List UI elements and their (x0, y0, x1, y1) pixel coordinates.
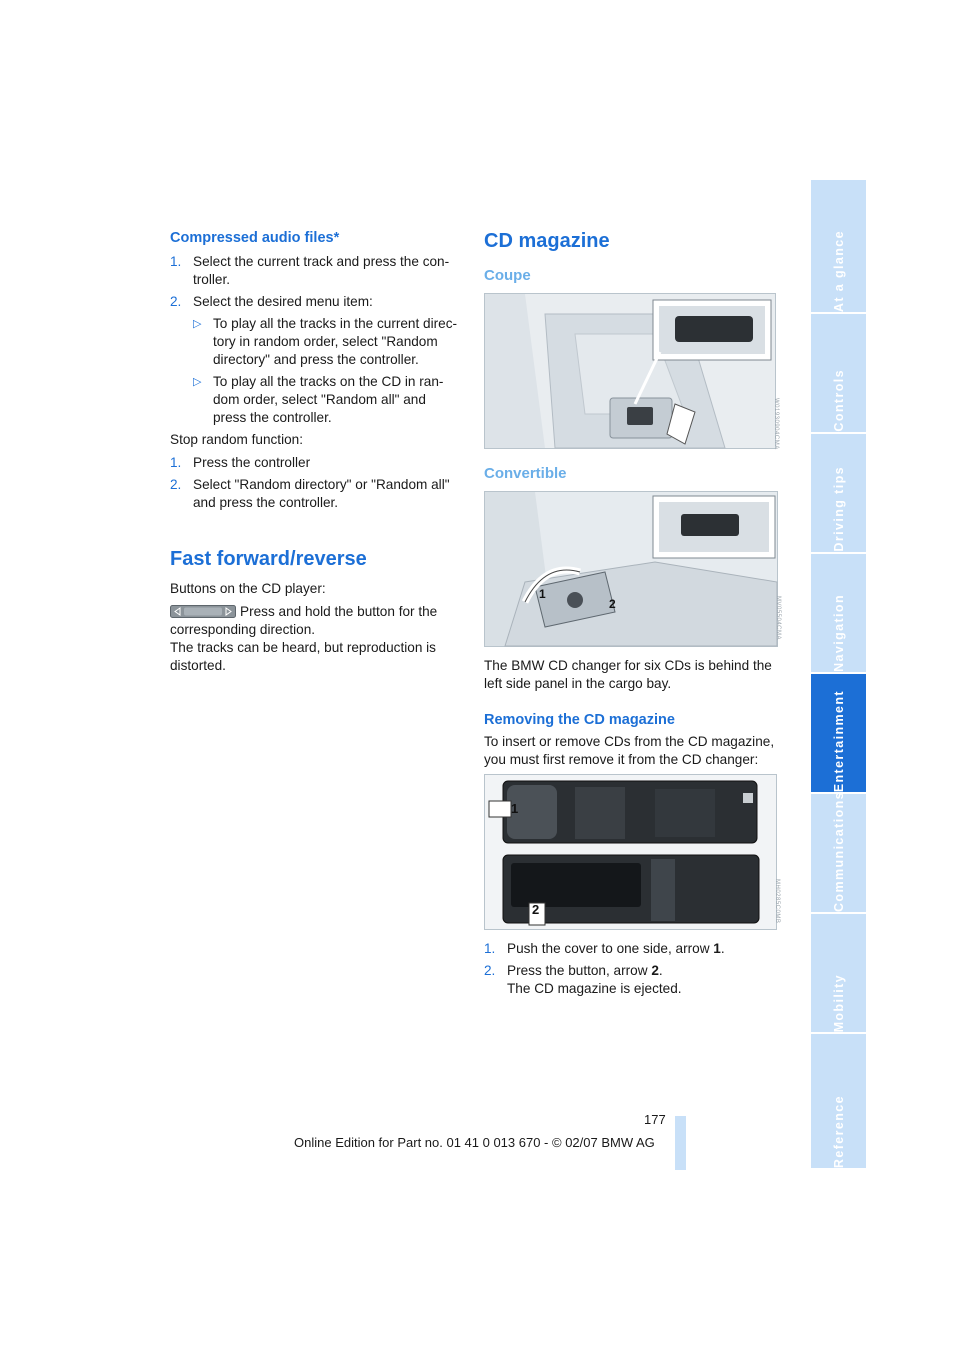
compressed-audio-heading: Compressed audio files* (170, 230, 340, 246)
arrow-1-label: 1 (511, 801, 519, 816)
bullet-text: To play all the tracks in the current direc-tory in random order, select "Random directory" and press the controller. (213, 316, 458, 367)
triangle-bullet-icon: ▷ (193, 376, 202, 388)
convertible-heading: Convertible (484, 465, 567, 482)
fast-forward-heading: Fast forward/reverse (170, 548, 367, 570)
stop-random-steps (170, 454, 462, 512)
coupe-heading: Coupe (484, 267, 531, 284)
press-hold-paragraph (170, 603, 462, 639)
tab-label: Controls (831, 369, 846, 432)
stop-random-label: Stop random function: (170, 432, 303, 447)
tab-entertainment[interactable] (811, 674, 866, 794)
tab-controls[interactable] (811, 314, 866, 434)
magazine-removal-figure (484, 774, 780, 930)
step-text: Press the button, arrow (507, 963, 652, 978)
step-text-end: . (658, 963, 663, 978)
list-item (484, 940, 776, 958)
list-item (170, 253, 462, 289)
tab-label: Driving tips (831, 466, 846, 552)
compressed-steps (170, 253, 462, 311)
coupe-figure-code: W01930904CMA (773, 398, 779, 450)
list-item (170, 476, 462, 512)
step-number: 1. (170, 254, 182, 269)
distortion-note: The tracks can be heard, but reproduction is distorted. (170, 640, 436, 673)
coupe-illustration (485, 294, 775, 448)
left-column (170, 228, 462, 675)
list-item (484, 962, 776, 998)
svg-text:1: 1 (539, 587, 546, 601)
step-text: Select the current track and press the con-troller. (193, 254, 450, 287)
cd-player-buttons-label: Buttons on the CD player: (170, 581, 326, 596)
magazine-illustration (485, 775, 776, 929)
step-number: 1. (170, 455, 182, 470)
chapter-tabs (811, 180, 866, 1168)
step-number: 2. (484, 963, 496, 978)
step-text: Select the desired menu item: (193, 294, 373, 309)
arrow-2-label: 2 (532, 902, 540, 917)
tab-label: Navigation (831, 594, 846, 672)
tab-driving-tips[interactable] (811, 434, 866, 554)
tab-label: Reference (831, 1094, 846, 1168)
convertible-cargo-figure (484, 491, 781, 647)
tab-at-a-glance[interactable] (811, 180, 866, 314)
random-options-list (193, 315, 462, 427)
step-text-end: . (720, 941, 725, 956)
step-number: 1. (484, 941, 496, 956)
footer-accent-bar (675, 1116, 686, 1170)
tab-label: Communications (831, 791, 846, 912)
step-text: Push the cover to one side, arrow (507, 941, 714, 956)
cd-changer-description: The BMW CD changer for six CDs is behind the left side panel in the cargo bay. (484, 658, 772, 691)
ejected-note: The CD magazine is ejected. (507, 981, 682, 996)
tab-mobility[interactable] (811, 914, 866, 1034)
svg-text:2: 2 (609, 597, 616, 611)
removal-steps (484, 940, 776, 998)
tab-navigation[interactable] (811, 554, 866, 674)
step-text: Select "Random directory" or "Random all" and press the controller. (193, 477, 450, 510)
edition-footer: Online Edition for Part no. 01 41 0 013 670 - © 02/07 BMW AG (294, 1135, 655, 1150)
step-text: Press the controller (193, 455, 311, 470)
tab-communications[interactable] (811, 791, 866, 914)
step-arrow-number: 1 (713, 941, 721, 956)
seek-button-icon (170, 605, 236, 618)
press-hold-text: Press and hold the button for the corresponding direction. (170, 604, 438, 637)
triangle-bullet-icon: ▷ (193, 318, 202, 330)
list-item (193, 315, 462, 369)
list-item (170, 454, 462, 472)
tab-label: At a glance (831, 229, 846, 312)
step-number: 2. (170, 294, 182, 309)
tab-label: Mobility (831, 973, 846, 1032)
step-arrow-number: 2 (651, 963, 659, 978)
tab-label: Entertainment (831, 689, 846, 792)
bullet-text: To play all the tracks on the CD in ran-dom order, select "Random all" and press the controller. (213, 374, 444, 425)
coupe-cargo-figure (484, 293, 779, 450)
convertible-figure-code: MV05504CMA (775, 596, 781, 641)
removing-intro: To insert or remove CDs from the CD magazine, you must first remove it from the CD changer: (484, 734, 775, 767)
list-item (193, 373, 462, 427)
step-number: 2. (170, 477, 182, 492)
right-column (484, 228, 781, 1002)
cd-magazine-heading: CD magazine (484, 230, 610, 252)
tab-reference[interactable] (811, 1034, 866, 1168)
list-item (170, 293, 462, 311)
convertible-illustration (485, 492, 777, 646)
page-number: 177 (644, 1112, 666, 1127)
removing-magazine-heading: Removing the CD magazine (484, 712, 675, 728)
magazine-figure-code: MH0285C0MB (774, 879, 780, 924)
